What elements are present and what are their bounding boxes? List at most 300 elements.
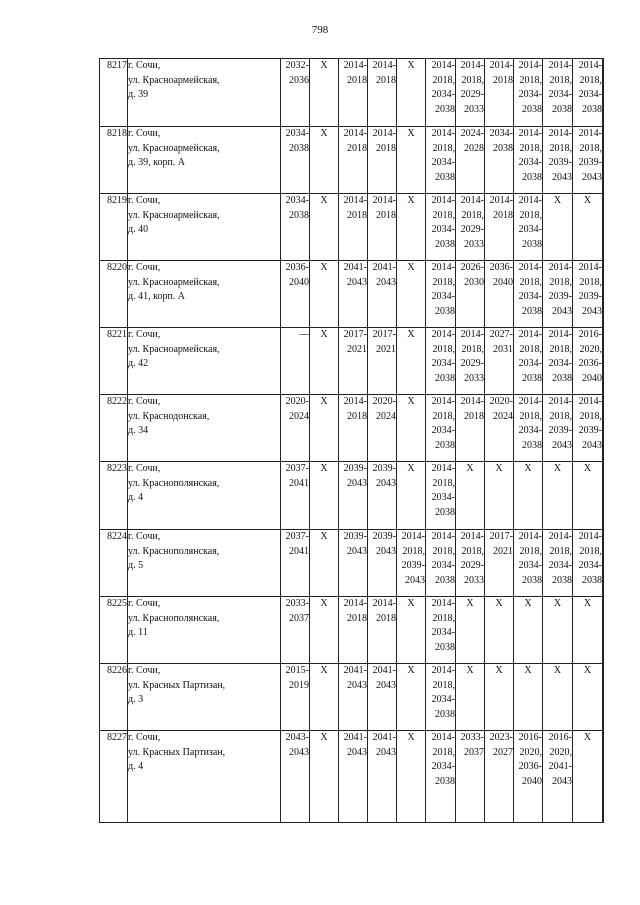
period-cell: [514, 328, 543, 395]
table-row: [100, 731, 604, 823]
period-cell: [281, 395, 310, 462]
period-value: 2034-: [518, 157, 542, 168]
period-value: 2038: [289, 209, 309, 221]
period-value: X: [320, 665, 328, 676]
period-value: 2014-: [372, 598, 396, 609]
period-value: 2018,: [432, 74, 455, 86]
period-value: —: [299, 329, 309, 340]
period-value: 2018,: [461, 74, 484, 86]
period-value: X: [407, 598, 415, 609]
period-value: 2034-: [578, 560, 602, 571]
address-line: д. 4: [128, 761, 144, 772]
address-cell: [128, 597, 281, 664]
period-value: 2020,: [579, 343, 602, 355]
period-value: 2018,: [579, 276, 602, 288]
period-cell: [456, 731, 485, 823]
row-number: 8225: [100, 597, 128, 664]
period-value: 2034-: [518, 560, 542, 571]
period-value: 2032-: [285, 60, 309, 71]
empty-cell: [603, 664, 604, 731]
period-value: 2018,: [402, 545, 425, 557]
period-value: 2014-: [460, 60, 484, 71]
period-value: 2014-: [518, 60, 542, 71]
period-value: 2018,: [519, 276, 542, 288]
period-value: 2034-: [431, 291, 455, 302]
address-line: ул. Красноармейская,: [128, 343, 220, 355]
period-value: X: [320, 195, 328, 206]
period-cell: [368, 395, 397, 462]
row-number: 8220: [100, 261, 128, 328]
period-value: 2043-: [285, 732, 309, 743]
period-value: 2018,: [549, 343, 572, 355]
period-value: 2018,: [432, 410, 455, 422]
period-cell: [281, 462, 310, 530]
period-value: 2034-: [548, 89, 572, 100]
period-value: 2018,: [549, 142, 572, 154]
address-line: ул. Красноармейская,: [128, 276, 220, 288]
period-value: 2039-: [578, 425, 602, 436]
address-cell: [128, 328, 281, 395]
period-value: X: [524, 598, 532, 609]
period-value: X: [466, 665, 474, 676]
period-value: 2014-: [548, 128, 572, 139]
period-value: 2021: [347, 343, 367, 355]
period-value: 2036-: [489, 262, 513, 273]
period-value: 2034-: [431, 89, 455, 100]
period-cell: [368, 597, 397, 664]
period-value: 2043: [347, 679, 367, 691]
period-value: 2018,: [549, 276, 572, 288]
period-value: 2033: [464, 372, 484, 384]
period-value: X: [495, 598, 503, 609]
period-value: 2037-: [285, 463, 309, 474]
period-value: 2038: [522, 238, 542, 250]
period-cell: [573, 328, 603, 395]
period-cell: [426, 395, 456, 462]
period-cell: [456, 597, 485, 664]
period-value: 2037: [464, 746, 484, 758]
period-value: X: [320, 598, 328, 609]
address-line: д. 42: [128, 358, 149, 369]
period-cell: [485, 664, 514, 731]
table-row: [100, 261, 604, 328]
period-value: 2034-: [518, 89, 542, 100]
period-value: X: [407, 195, 415, 206]
address-line: ул. Красноармейская,: [128, 209, 220, 221]
period-cell: [543, 731, 573, 823]
period-cell: [485, 59, 514, 127]
period-value: 2018: [376, 612, 396, 624]
period-value: 2038: [435, 238, 455, 250]
table-row: [100, 664, 604, 731]
period-cell: [426, 462, 456, 530]
period-cell: [456, 194, 485, 261]
period-value: X: [466, 463, 474, 474]
row-number: 8218: [100, 127, 128, 194]
period-cell: [543, 261, 573, 328]
period-value: 2014-: [460, 531, 484, 542]
period-value: 2039-: [548, 291, 572, 302]
period-value: 2034-: [431, 492, 455, 503]
period-cell: [543, 194, 573, 261]
period-value: 2014-: [518, 195, 542, 206]
period-value: X: [320, 329, 328, 340]
period-value: 2041-: [548, 761, 572, 772]
period-value: 2041-: [372, 262, 396, 273]
period-value: 2038: [435, 708, 455, 720]
period-cell: [368, 59, 397, 127]
period-value: 2033-: [285, 598, 309, 609]
period-value: 2018,: [432, 612, 455, 624]
period-value: X: [583, 195, 592, 206]
period-cell: [281, 194, 310, 261]
period-value: 2038: [435, 775, 455, 787]
address-line: ул. Краснодонская,: [128, 410, 210, 422]
row-number: 8222: [100, 395, 128, 462]
period-value: 2014-: [518, 329, 542, 340]
period-cell: [426, 127, 456, 194]
address-line: д. 4: [128, 492, 144, 503]
period-value: 2018: [347, 74, 367, 86]
period-value: X: [583, 598, 592, 609]
period-cell: [339, 127, 368, 194]
period-cell: [573, 127, 603, 194]
period-cell: [543, 664, 573, 731]
period-value: 2043: [347, 545, 367, 557]
period-cell: [426, 261, 456, 328]
period-value: 2039-: [401, 560, 425, 571]
period-value: X: [320, 463, 328, 474]
period-value: 2018: [376, 209, 396, 221]
period-value: 2043: [552, 171, 572, 183]
period-value: 2027-: [489, 329, 513, 340]
period-cell: [397, 395, 426, 462]
period-value: 2041: [289, 545, 309, 557]
period-cell: [368, 194, 397, 261]
empty-cell: [603, 731, 604, 823]
address-line: ул. Красноармейская,: [128, 74, 220, 86]
period-value: 2014-: [431, 195, 455, 206]
period-cell: [397, 530, 426, 597]
period-cell: [456, 127, 485, 194]
period-cell: [310, 261, 339, 328]
address-line: г. Сочи,: [128, 665, 161, 676]
period-value: 2039-: [343, 463, 367, 474]
period-value: 2015-: [285, 665, 309, 676]
period-value: 2034-: [518, 291, 542, 302]
period-cell: [543, 462, 573, 530]
period-value: 2038: [582, 574, 602, 586]
period-value: 2018,: [461, 545, 484, 557]
period-cell: [514, 395, 543, 462]
period-value: 2014-: [518, 128, 542, 139]
period-value: 2034-: [518, 425, 542, 436]
period-value: X: [407, 262, 415, 273]
address-cell: [128, 127, 281, 194]
period-value: 2024-: [460, 128, 484, 139]
address-line: д. 11: [128, 627, 148, 638]
period-value: 2043: [347, 276, 367, 288]
table-body: [100, 59, 604, 823]
address-line: г. Сочи,: [128, 60, 161, 71]
period-value: X: [553, 195, 562, 206]
period-value: 2034-: [431, 761, 455, 772]
period-cell: [339, 530, 368, 597]
address-cell: [128, 731, 281, 823]
period-cell: [485, 395, 514, 462]
period-value: 2014-: [431, 598, 455, 609]
period-value: 2018,: [461, 343, 484, 355]
period-value: 2018,: [549, 410, 572, 422]
period-value: 2034-: [518, 358, 542, 369]
period-value: 2038: [435, 439, 455, 451]
period-value: 2018,: [432, 142, 455, 154]
period-cell: [514, 530, 543, 597]
period-value: X: [524, 665, 532, 676]
period-value: 2018,: [579, 142, 602, 154]
period-value: 2036-: [578, 358, 602, 369]
period-value: 2018,: [579, 74, 602, 86]
period-value: 2027: [493, 746, 513, 758]
address-line: д. 41, корп. А: [128, 291, 186, 302]
address-line: г. Сочи,: [128, 463, 161, 474]
period-cell: [281, 597, 310, 664]
period-cell: [573, 664, 603, 731]
period-value: 2018,: [579, 410, 602, 422]
period-value: 2020,: [549, 746, 572, 758]
period-value: 2014-: [578, 60, 602, 71]
address-cell: [128, 530, 281, 597]
period-value: 2043: [552, 439, 572, 451]
period-value: 2034-: [548, 560, 572, 571]
period-value: 2028: [464, 142, 484, 154]
table-row: [100, 597, 604, 664]
period-cell: [281, 261, 310, 328]
period-value: X: [407, 463, 415, 474]
period-value: 2014-: [343, 598, 367, 609]
address-cell: [128, 462, 281, 530]
period-value: 2039-: [578, 291, 602, 302]
period-value: X: [553, 665, 562, 676]
period-value: 2040: [582, 372, 602, 384]
period-value: 2018,: [549, 74, 572, 86]
row-number: 8227: [100, 731, 128, 823]
period-value: 2018,: [519, 343, 542, 355]
period-cell: [485, 731, 514, 823]
table-row: [100, 395, 604, 462]
period-value: 2043: [582, 305, 602, 317]
period-value: 2031: [493, 343, 513, 355]
period-cell: [339, 597, 368, 664]
period-value: 2020-: [372, 396, 396, 407]
period-value: X: [583, 732, 592, 743]
period-cell: [368, 530, 397, 597]
address-cell: [128, 261, 281, 328]
period-value: 2039-: [578, 157, 602, 168]
period-cell: [397, 731, 426, 823]
period-value: 2018,: [432, 477, 455, 489]
period-value: X: [320, 262, 328, 273]
address-cell: [128, 59, 281, 127]
period-value: 2018,: [432, 545, 455, 557]
period-cell: [485, 261, 514, 328]
period-value: X: [320, 128, 328, 139]
period-value: 2016-: [578, 329, 602, 340]
period-value: 2038: [435, 506, 455, 518]
period-cell: [514, 731, 543, 823]
period-value: 2018,: [519, 142, 542, 154]
period-value: 2034-: [518, 224, 542, 235]
period-value: 2014-: [401, 531, 425, 542]
address-line: д. 5: [128, 560, 144, 571]
period-value: 2041-: [343, 732, 367, 743]
period-cell: [426, 59, 456, 127]
period-value: 2021: [376, 343, 396, 355]
period-value: 2038: [552, 372, 572, 384]
period-value: 2014-: [431, 262, 455, 273]
period-cell: [456, 328, 485, 395]
period-value: 2034-: [489, 128, 513, 139]
period-cell: [543, 597, 573, 664]
period-cell: [397, 261, 426, 328]
period-value: 2034-: [431, 425, 455, 436]
period-value: 2021: [493, 545, 513, 557]
period-value: 2014-: [578, 128, 602, 139]
period-value: 2024: [376, 410, 396, 422]
period-value: 2029-: [460, 358, 484, 369]
address-line: ул. Краснополянская,: [128, 545, 220, 557]
period-value: 2018: [347, 612, 367, 624]
period-cell: [543, 328, 573, 395]
address-line: д. 3: [128, 694, 144, 705]
period-value: 2038: [522, 171, 542, 183]
period-value: 2034-: [285, 195, 309, 206]
period-value: 2026-: [460, 262, 484, 273]
period-cell: [281, 664, 310, 731]
period-value: 2029-: [460, 224, 484, 235]
table-row: [100, 194, 604, 261]
period-cell: [426, 194, 456, 261]
period-cell: [281, 731, 310, 823]
period-cell: [456, 530, 485, 597]
period-value: 2043: [582, 171, 602, 183]
period-cell: [310, 462, 339, 530]
period-value: X: [407, 128, 415, 139]
period-cell: [368, 731, 397, 823]
period-value: X: [320, 531, 328, 542]
period-cell: [339, 731, 368, 823]
period-cell: [514, 462, 543, 530]
period-value: X: [495, 665, 503, 676]
period-cell: [310, 194, 339, 261]
period-value: 2038: [522, 439, 542, 451]
period-value: 2018,: [519, 410, 542, 422]
period-value: 2043: [552, 305, 572, 317]
period-value: 2014-: [460, 396, 484, 407]
period-value: 2034-: [285, 128, 309, 139]
period-value: 2018: [376, 74, 396, 86]
period-cell: [485, 194, 514, 261]
period-value: X: [320, 396, 328, 407]
empty-cell: [603, 597, 604, 664]
period-value: 2014-: [431, 732, 455, 743]
address-line: г. Сочи,: [128, 396, 161, 407]
period-value: 2018,: [579, 545, 602, 557]
period-cell: [426, 731, 456, 823]
address-line: д. 39: [128, 89, 149, 100]
period-value: X: [407, 329, 415, 340]
period-cell: [573, 462, 603, 530]
period-value: 2038: [435, 103, 455, 115]
period-cell: [310, 127, 339, 194]
period-cell: [397, 597, 426, 664]
period-value: 2018: [464, 410, 484, 422]
period-cell: [310, 731, 339, 823]
period-cell: [573, 59, 603, 127]
period-value: 2036-: [518, 761, 542, 772]
address-line: г. Сочи,: [128, 531, 161, 542]
period-value: 2018,: [432, 679, 455, 691]
period-value: 2038: [435, 305, 455, 317]
empty-cell: [603, 127, 604, 194]
period-value: 2041-: [372, 665, 396, 676]
period-value: 2014-: [431, 60, 455, 71]
address-line: ул. Красных Партизан,: [128, 746, 226, 758]
period-cell: [281, 59, 310, 127]
period-value: 2041-: [343, 262, 367, 273]
period-value: 2029-: [460, 560, 484, 571]
period-cell: [339, 59, 368, 127]
period-value: X: [320, 60, 328, 71]
address-cell: [128, 194, 281, 261]
period-cell: [456, 261, 485, 328]
address-line: д. 34: [128, 425, 149, 436]
period-cell: [339, 261, 368, 328]
period-value: 2014-: [460, 329, 484, 340]
period-value: 2014-: [518, 531, 542, 542]
address-line: г. Сочи,: [128, 329, 161, 340]
period-value: 2014-: [372, 195, 396, 206]
period-value: 2043: [376, 679, 396, 691]
period-value: 2014-: [548, 262, 572, 273]
period-value: 2014-: [343, 396, 367, 407]
period-value: 2033-: [460, 732, 484, 743]
address-line: г. Сочи,: [128, 128, 161, 139]
period-value: 2040: [522, 775, 542, 787]
period-value: 2034-: [431, 358, 455, 369]
address-line: д. 39, корп. А: [128, 157, 186, 168]
period-value: X: [466, 598, 474, 609]
period-value: 2038: [435, 641, 455, 653]
period-value: 2017-: [489, 531, 513, 542]
period-cell: [426, 530, 456, 597]
period-value: 2034-: [431, 224, 455, 235]
empty-cell: [603, 194, 604, 261]
period-value: 2038: [582, 103, 602, 115]
period-value: 2038: [522, 372, 542, 384]
period-cell: [456, 462, 485, 530]
period-value: 2039-: [548, 425, 572, 436]
period-cell: [573, 194, 603, 261]
period-cell: [543, 127, 573, 194]
period-value: 2034-: [431, 627, 455, 638]
period-cell: [543, 530, 573, 597]
period-cell: [310, 597, 339, 664]
period-value: 2018,: [549, 545, 572, 557]
address-line: ул. Красных Партизан,: [128, 679, 226, 691]
period-value: 2034-: [431, 157, 455, 168]
period-value: 2041-: [372, 732, 396, 743]
